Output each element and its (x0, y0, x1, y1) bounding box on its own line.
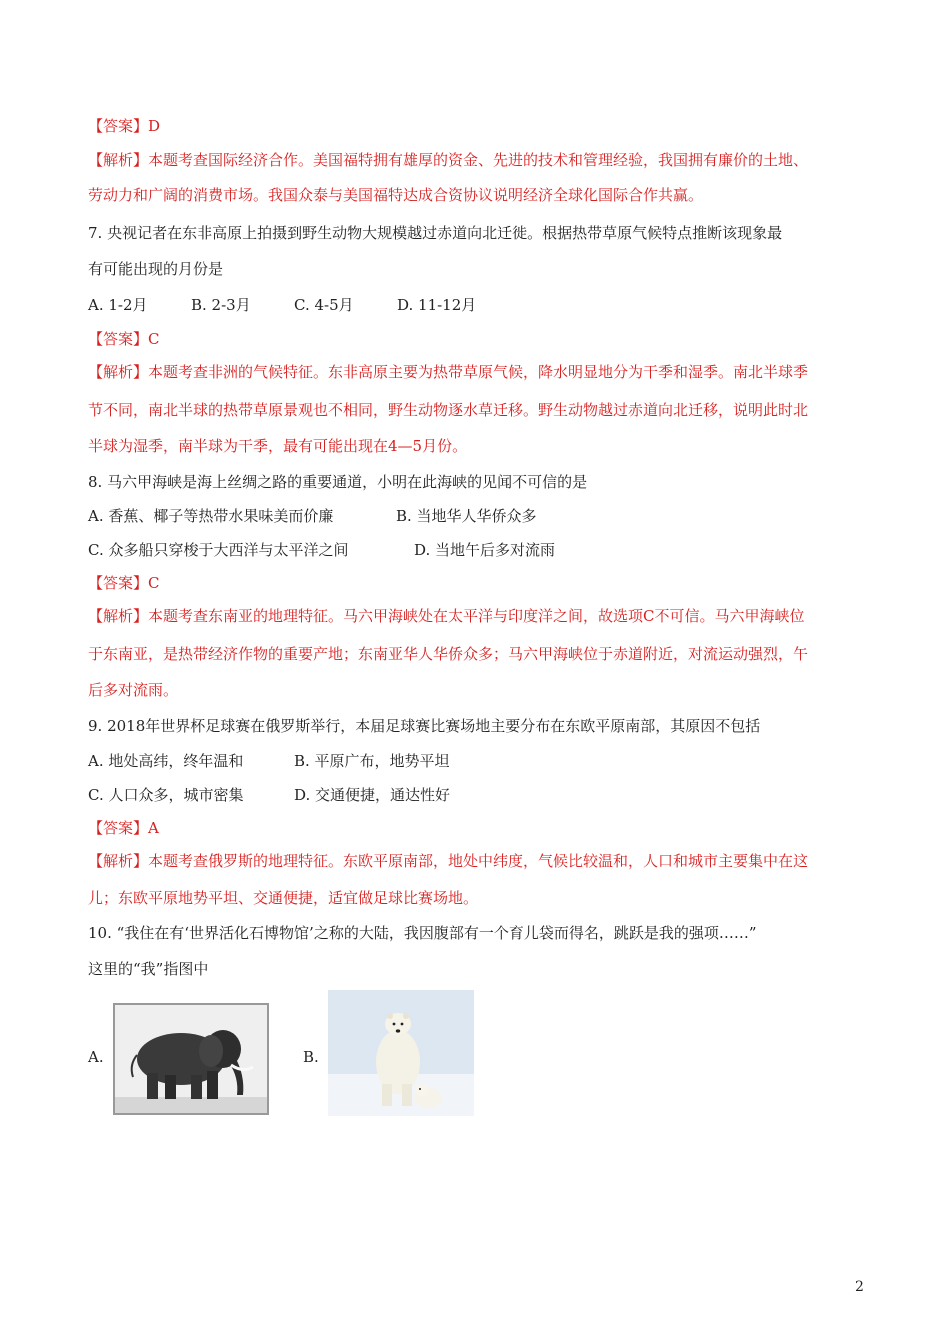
q7-analysis-line-2: 节不同，南北半球的热带草原景观也不相同，野生动物逐水草迁移。野生动物越过赤道向北迁移，说明此时北 (88, 401, 809, 419)
q8-analysis-line-2: 于东南亚，是热带经济作物的重要产地；东南亚华人华侨众多；马六甲海峡位于赤道附近，对流运动强烈，午 (88, 645, 809, 663)
q6-analysis-line-1: 【解析】本题考查国际经济合作。美国福特拥有雄厚的资金、先进的技术和管理经验，我国拥有廉价的土地、 (88, 151, 809, 169)
q9-options-row-2 (88, 785, 868, 805)
q9-options-row-1 (88, 751, 868, 771)
q9-option-d: D. 交通便捷，通达性好 (294, 786, 451, 804)
q7-stem-line-2: 有可能出现的月份是 (88, 260, 224, 278)
polar-bear-icon (328, 990, 474, 1116)
q9-option-b: B. 平原广布，地势平坦 (294, 752, 450, 770)
q7-option-d: D. 11-12月 (397, 296, 477, 314)
q8-analysis-line-3: 后多对流雨。 (88, 681, 179, 699)
q8-option-d: D. 当地午后多对流雨 (414, 541, 556, 559)
elephant-icon (115, 1005, 267, 1113)
q7-option-c: C. 4-5月 (294, 296, 354, 314)
elephant-image (113, 1003, 269, 1115)
q7-answer: 【答案】C (88, 330, 160, 348)
q7-option-b: B. 2-3月 (191, 296, 251, 314)
q7-option-a: A. 1-2月 (88, 296, 148, 314)
q8-answer: 【答案】C (88, 574, 160, 592)
q9-analysis-line-2: 儿；东欧平原地势平坦、交通便捷，适宜做足球比赛场地。 (88, 889, 479, 907)
q10-option-b-label: B. (303, 1048, 319, 1066)
polar-bear-image (328, 990, 474, 1116)
q8-options-row-2 (88, 540, 868, 560)
q7-stem-line-1: 7. 央视记者在东非高原上拍摄到野生动物大规模越过赤道向北迁徙。根据热带草原气候特点推断该现象最 (88, 224, 783, 242)
q10-option-a-label: A. (88, 1048, 104, 1066)
q9-option-c: C. 人口众多，城市密集 (88, 786, 244, 804)
q9-option-a: A. 地处高纬，终年温和 (88, 752, 244, 770)
q7-analysis-line-1: 【解析】本题考查非洲的气候特征。东非高原主要为热带草原气候，降水明显地分为干季和湿季。南北半球季 (88, 363, 809, 381)
q9-answer: 【答案】A (88, 819, 159, 837)
q9-stem: 9. 2018年世界杯足球赛在俄罗斯举行，本届足球赛比赛场地主要分布在东欧平原南部，其原因不包括 (88, 717, 761, 735)
q8-stem: 8. 马六甲海峡是海上丝绸之路的重要通道，小明在此海峡的见闻不可信的是 (88, 473, 588, 491)
q10-stem-line-1: 10. “我住在有‘世界活化石博物馆’之称的大陆，我因腹部有一个育儿袋而得名，跳跃是我的强项……” (88, 924, 757, 942)
q8-option-c: C. 众多船只穿梭于大西洋与太平洋之间 (88, 541, 349, 559)
q9-analysis-line-1: 【解析】本题考查俄罗斯的地理特征。东欧平原南部，地处中纬度，气候比较温和，人口和城市主要集中在这 (88, 852, 809, 870)
q8-option-b: B. 当地华人华侨众多 (396, 507, 537, 525)
page-number: 2 (855, 1279, 864, 1295)
q8-options-row-1 (88, 506, 868, 526)
q8-option-a: A. 香蕉、椰子等热带水果味美而价廉 (88, 507, 334, 525)
q10-stem-line-2: 这里的“我”指图中 (88, 960, 209, 978)
q7-options (88, 295, 868, 315)
q7-analysis-line-3: 半球为湿季，南半球为干季，最有可能出现在4—5月份。 (88, 437, 468, 455)
q6-answer: 【答案】D (88, 117, 161, 135)
q8-analysis-line-1: 【解析】本题考查东南亚的地理特征。马六甲海峡处在太平洋与印度洋之间，故选项C不可信。马六甲海峡位 (88, 607, 805, 625)
q6-analysis-line-2: 劳动力和广阔的消费市场。我国众泰与美国福特达成合资协议说明经济全球化国际合作共赢。 (88, 186, 704, 204)
